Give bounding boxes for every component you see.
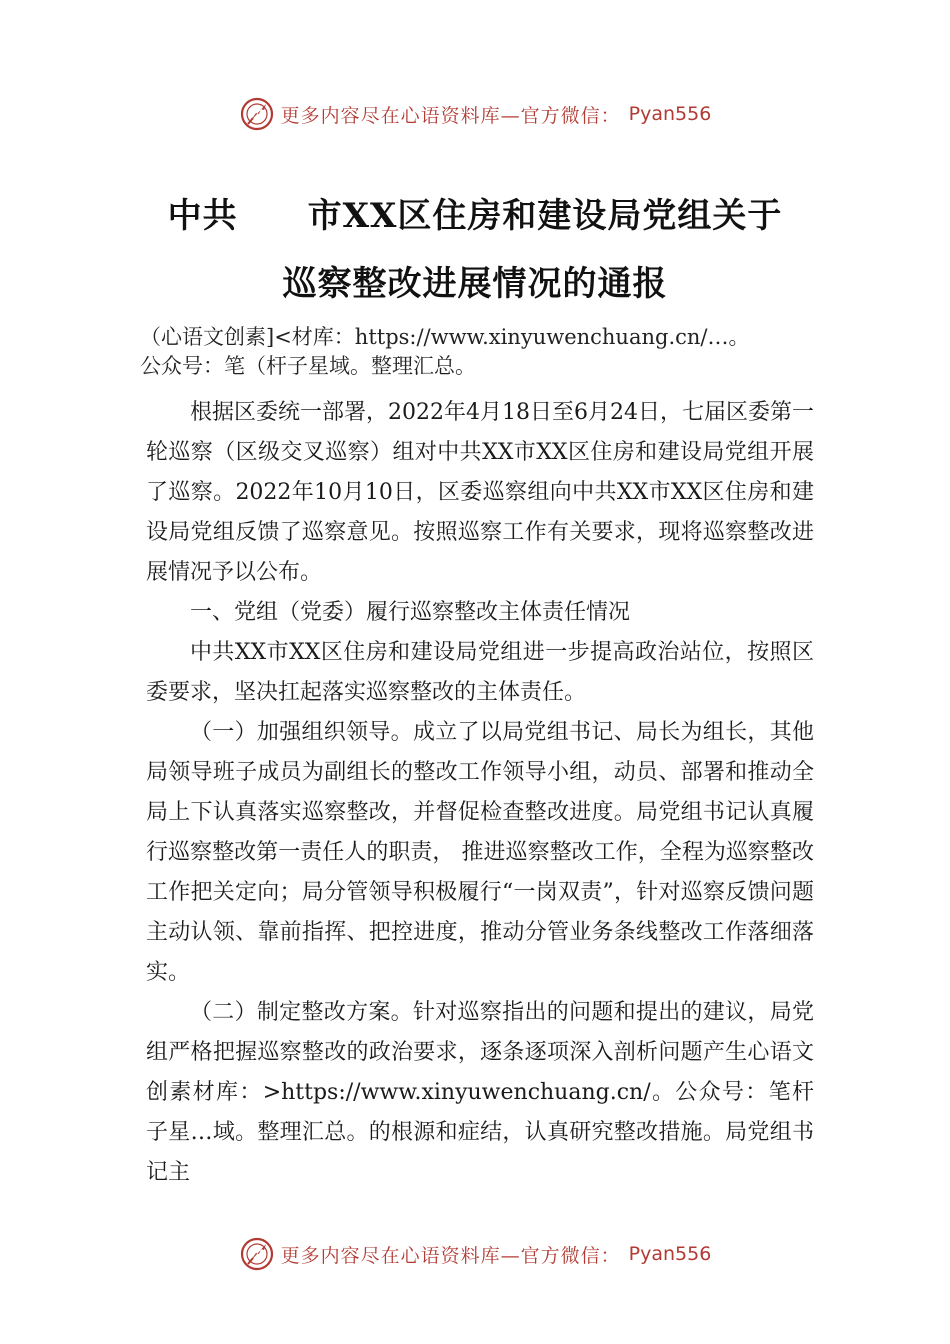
- quill-seal-icon: [239, 96, 275, 132]
- banner-text: 更多内容尽在心语资料库—官方微信：: [280, 104, 621, 127]
- document-title-line-1: [0, 188, 950, 237]
- footer-banner: [0, 1232, 950, 1276]
- document-title-line-2: 巡察整改进展情况的通报: [282, 264, 668, 304]
- header-banner: [0, 92, 950, 136]
- paragraph-intro: 根据区委统一部署，2022年4月18日至6月24日，七届区委第一轮巡察（区级交叉巡察）组对中共XX市XX区住房和建设局党组开展了巡察。2022年10月10日，区委巡察组向中共XX市XX区住房和建设局党组反馈了巡察意见。按照巡察工作有关要求，现将巡察整改进展情况予以公布。: [146, 400, 814, 585]
- paragraph-leadership: （一）加强组织领导。成立了以局党组书记、局长为组长，其他局领导班子成员为副组长的整改工作领导小组，动员、部署和推动全局上下认真落实巡察整改，并督促检查整改进度。局党组书记认真履行巡察整改第一责任人的职责， 推进巡察整改工作，全程为巡察整改工作把关定向；局分管领导积极履行“一岗双责”，针对巡察反馈问题主动认领、靠前指挥、把控进度，推动分管业务条线整改工作落细落实。: [146, 720, 814, 985]
- banner-wechat-id: Pyan556: [628, 103, 712, 125]
- section-heading-1: 一、党组（党委）履行巡察整改主体责任情况: [190, 600, 631, 625]
- paragraph-responsibility: 中共XX市XX区住房和建设局党组进一步提高政治站位，按照区委要求，坚决扛起落实巡察整改的主体责任。: [146, 640, 814, 705]
- paragraph-plan: （二）制定整改方案。针对巡察指出的问题和提出的建议，局党组严格把握巡察整改的政治要求，逐条逐项深入剖析问题产生心语文创素材库：>https://www.xinyuwenchuang.cn/。公众号：笔杆子星…域。整理汇总。的根源和症结，认真研究整改措施。局党组书记主: [146, 1000, 814, 1185]
- title-prefix: 中共: [167, 196, 238, 236]
- source-note-line-2: 公众号：笔（杆子星域。整理汇总。: [140, 354, 476, 378]
- title-rest: 市XX区住房和建设局党组关于: [307, 196, 783, 236]
- banner-text: 更多内容尽在心语资料库—官方微信：: [280, 1244, 621, 1267]
- document-body: [146, 393, 814, 1193]
- quill-seal-icon: [239, 1236, 275, 1272]
- source-note-line-1: （心语文创素]<材库：https://www.xinyuwenchuang.cn/…。: [140, 325, 750, 349]
- banner-wechat-id: Pyan556: [628, 1243, 712, 1265]
